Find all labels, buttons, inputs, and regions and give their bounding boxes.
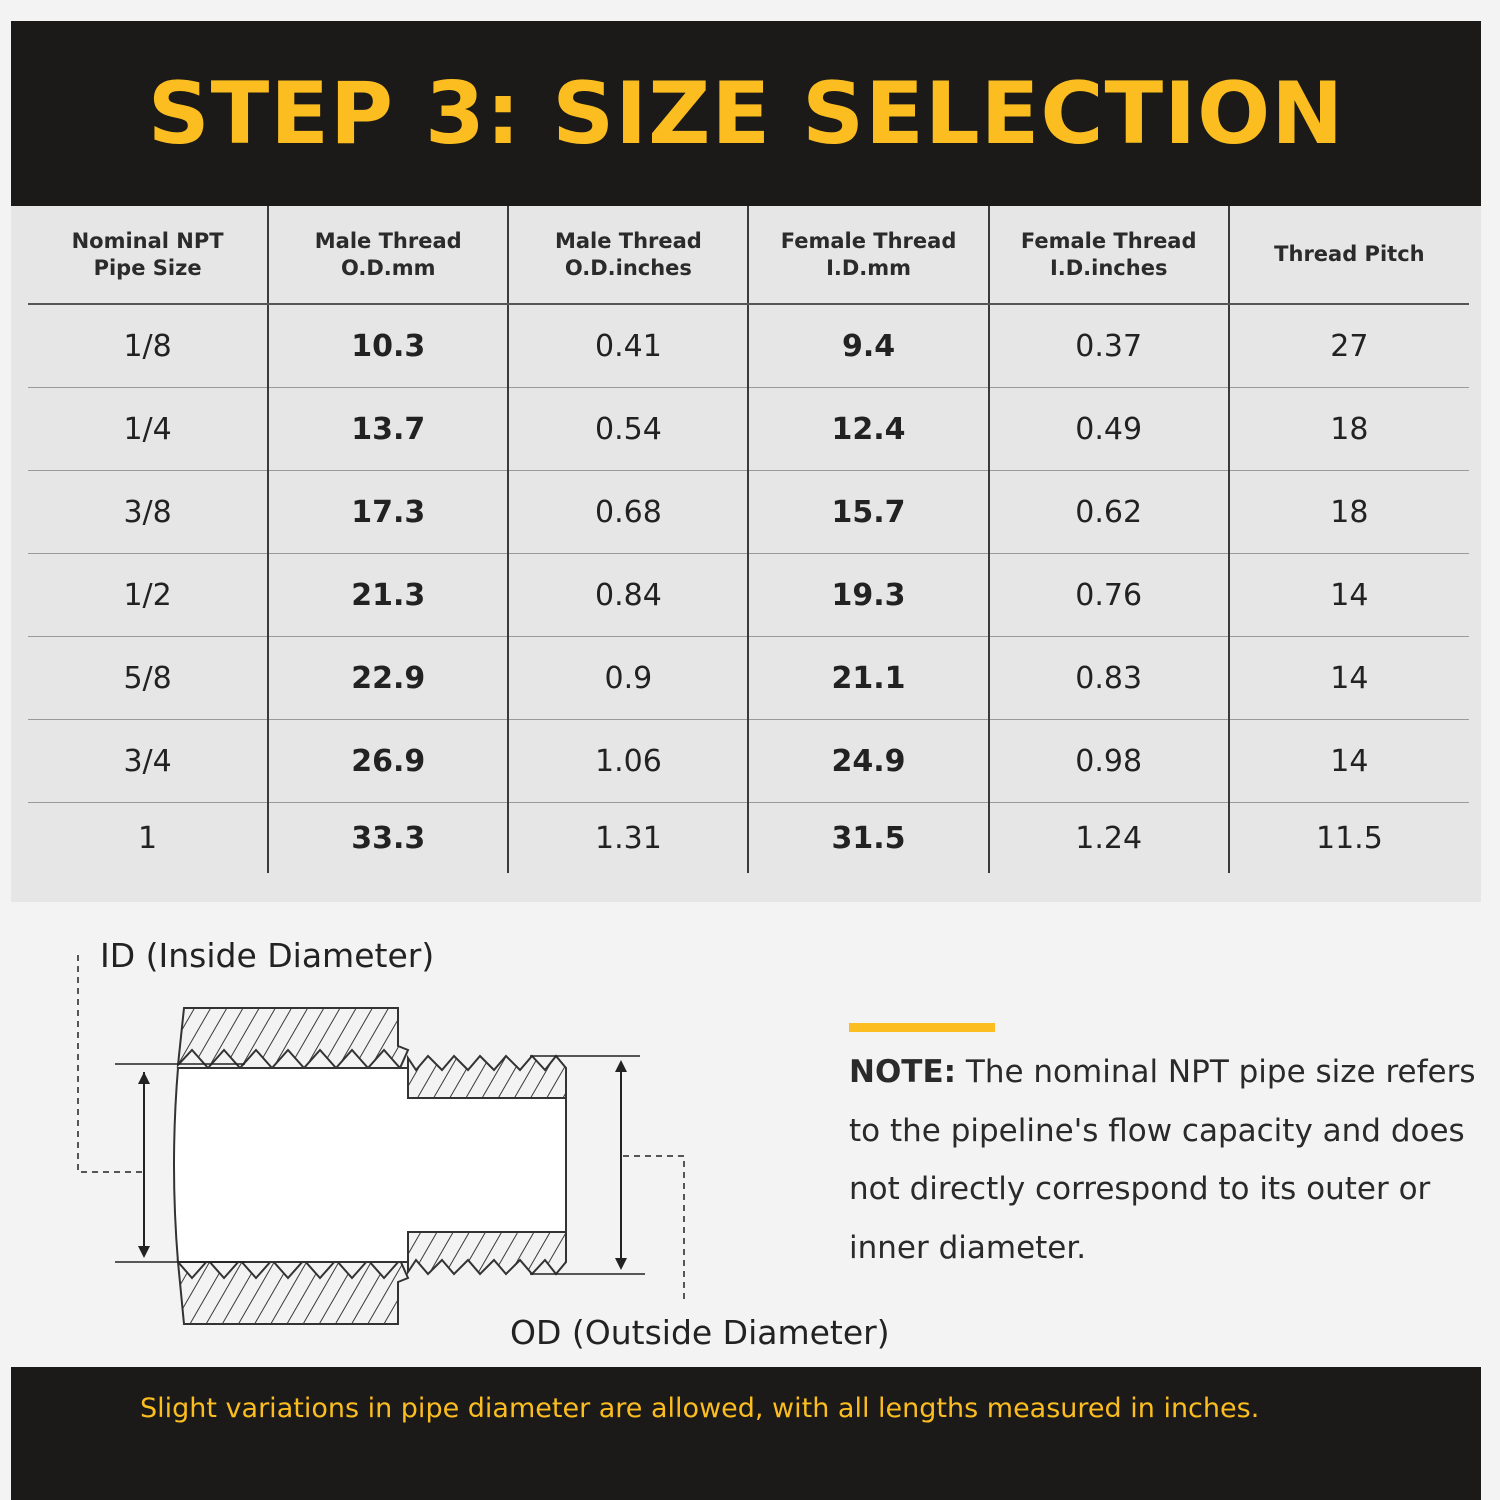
column-header-line: O.D.mm <box>340 255 436 280</box>
table-cell: 11.5 <box>1229 803 1469 874</box>
table-cell: 3/4 <box>28 720 268 803</box>
column-header-line: Pipe Size <box>93 255 202 280</box>
id-arrow-head-bottom <box>138 1246 150 1258</box>
table-cell: 10.3 <box>268 304 508 388</box>
table-cell: 1/2 <box>28 554 268 637</box>
column-header-line: I.D.mm <box>826 255 912 280</box>
table-cell: 26.9 <box>268 720 508 803</box>
table-cell: 0.68 <box>508 471 748 554</box>
table-cell: 14 <box>1229 554 1469 637</box>
column-header-line: Female Thread <box>780 228 957 253</box>
od-label: OD (Outside Diameter) <box>510 1313 890 1352</box>
id-arrow-head-top <box>138 1072 150 1084</box>
table-cell: 18 <box>1229 471 1469 554</box>
table-cell: 5/8 <box>28 637 268 720</box>
table-cell: 0.41 <box>508 304 748 388</box>
table-cell: 0.62 <box>989 471 1229 554</box>
table-cell: 9.4 <box>748 304 988 388</box>
footer-banner <box>11 1367 1481 1500</box>
table-cell: 1 <box>138 820 158 856</box>
table-cell: 14 <box>1229 720 1469 803</box>
column-header-line: Male Thread <box>314 228 462 253</box>
table-cell: 19.3 <box>748 554 988 637</box>
column-header <box>748 206 988 304</box>
table-cell: 14 <box>1229 637 1469 720</box>
column-header-line: I.D.inches <box>1049 255 1168 280</box>
female-body-top <box>178 1008 408 1068</box>
table-cell: 21.3 <box>268 554 508 637</box>
header-banner <box>11 21 1481 206</box>
table-cell: 1/4 <box>28 388 268 471</box>
table-cell: 1.06 <box>508 720 748 803</box>
column-header-line: Nominal NPT <box>71 228 224 253</box>
note-label: NOTE: <box>849 1054 957 1090</box>
table-cell: 22.9 <box>268 637 508 720</box>
column-header <box>28 206 268 304</box>
inner-bore <box>174 1068 566 1262</box>
column-header-line: Thread Pitch <box>1274 242 1425 266</box>
note-body: The nominal NPT pipe size refers to the pipeline's flow capacity and does not directly correspond to its outer or inner diameter. <box>849 1054 1476 1266</box>
table-cell: 15.7 <box>748 471 988 554</box>
table-row <box>28 554 1469 637</box>
column-header-line: O.D.inches <box>564 255 692 280</box>
table-cell: 24.9 <box>748 720 988 803</box>
table-cell: 33.3 <box>268 803 508 874</box>
table-row <box>28 720 1469 803</box>
table-cell: 17.3 <box>268 471 508 554</box>
size-table <box>28 206 1469 873</box>
table-body <box>28 304 1469 873</box>
table-row <box>28 637 1469 720</box>
table-cell: 27 <box>1229 304 1469 388</box>
column-header <box>989 206 1229 304</box>
od-leader <box>623 1156 684 1302</box>
footer-text: Slight variations in pipe diameter are allowed, with all lengths measured in inches. <box>140 1393 1260 1424</box>
table-cell: 0.84 <box>508 554 748 637</box>
table-cell: 13.7 <box>268 388 508 471</box>
column-header <box>268 206 508 304</box>
column-header <box>1229 206 1469 304</box>
table-cell: 0.98 <box>989 720 1229 803</box>
male-body-top <box>408 1056 566 1098</box>
note-accent-bar <box>849 1023 995 1032</box>
column-header-line: Female Thread <box>1020 228 1197 253</box>
table-cell: 12.4 <box>748 388 988 471</box>
table-cell: 21.1 <box>748 637 988 720</box>
table-cell: 0.9 <box>508 637 748 720</box>
table-cell: 0.83 <box>989 637 1229 720</box>
id-label: ID (Inside Diameter) <box>100 936 435 975</box>
table-header-row <box>28 206 1469 304</box>
od-arrow-head-top <box>615 1060 627 1072</box>
table-cell: 3/8 <box>28 471 268 554</box>
table-cell: 31.5 <box>748 803 988 874</box>
od-arrow-head-bottom <box>615 1258 627 1270</box>
page-title: STEP 3: SIZE SELECTION <box>147 63 1345 164</box>
female-body-bottom <box>178 1260 408 1324</box>
table-row <box>28 471 1469 554</box>
table-row <box>28 803 1469 874</box>
pipe-fitting-diagram <box>70 945 710 1345</box>
column-header-line: Male Thread <box>554 228 702 253</box>
size-table-panel <box>11 206 1481 902</box>
table-row <box>28 388 1469 471</box>
male-body-bottom <box>408 1232 566 1274</box>
table-cell: 1.24 <box>989 803 1229 874</box>
note-text <box>849 1043 1479 1277</box>
table-cell: 18 <box>1229 388 1469 471</box>
table-cell: 0.54 <box>508 388 748 471</box>
table-cell: 0.49 <box>989 388 1229 471</box>
table-cell: 0.76 <box>989 554 1229 637</box>
table-cell: 1/8 <box>28 304 268 388</box>
table-cell: 1.31 <box>508 803 748 874</box>
table-cell: 0.37 <box>989 304 1229 388</box>
column-header <box>508 206 748 304</box>
table-row <box>28 304 1469 388</box>
